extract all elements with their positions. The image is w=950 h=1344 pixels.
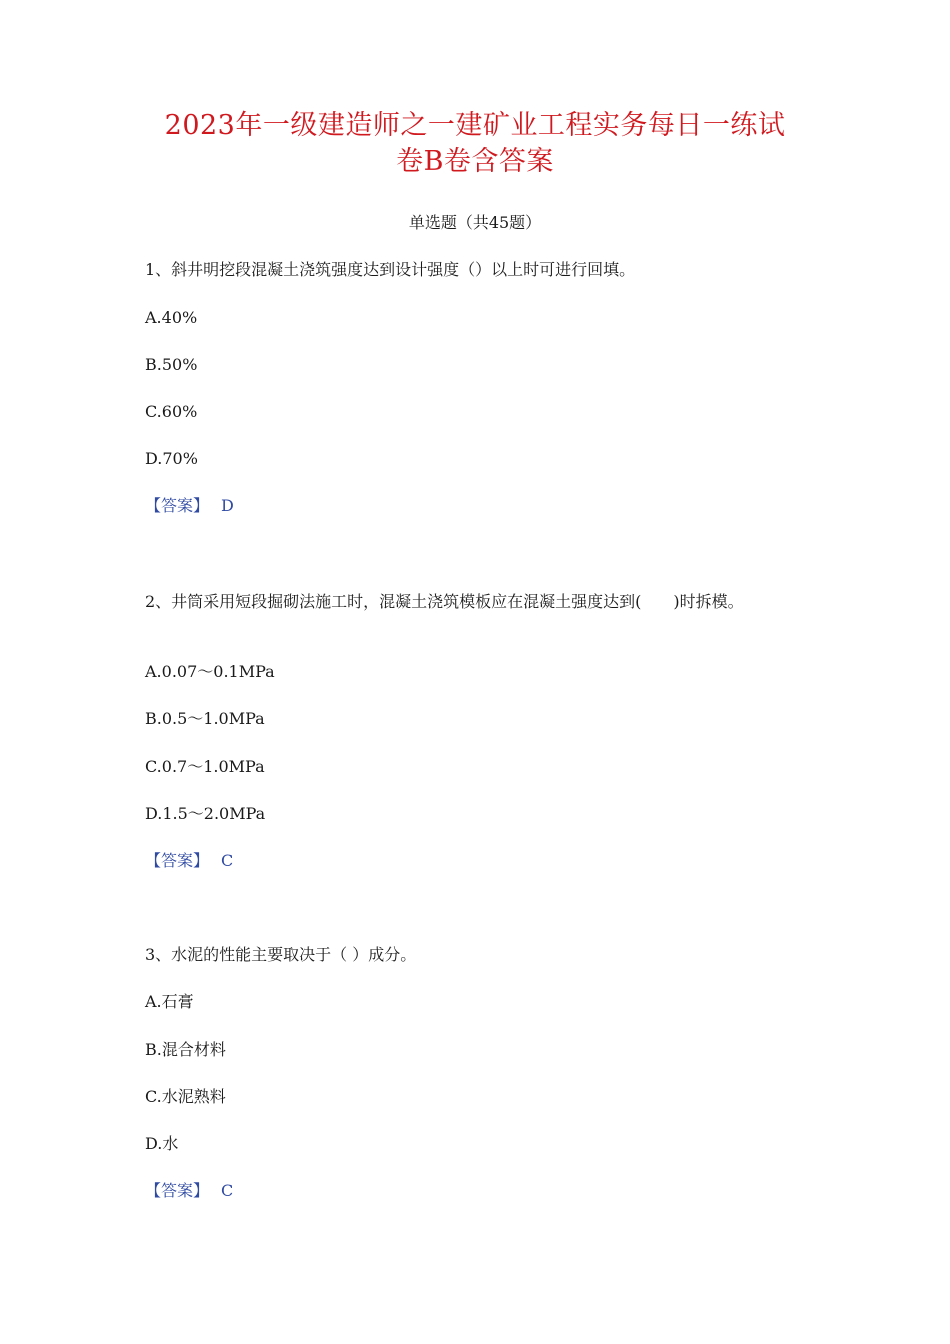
question-2-option-a: A.0.07～0.1MPa [145, 662, 275, 681]
question-1-answer [145, 494, 234, 518]
document-title-line-2: 卷B卷含答案 [396, 146, 554, 177]
question-2-option-b: B.0.5～1.0MPa [145, 709, 265, 728]
question-3-stem: 3、水泥的性能主要取决于（ ）成分。 [145, 945, 417, 964]
question-3-option-a: A.石膏 [145, 992, 194, 1011]
question-3-option-b: B.混合材料 [145, 1040, 226, 1059]
question-2-stem: 2、井筒采用短段掘砌法施工时，混凝土浇筑模板应在混凝土强度达到( )时拆模。 [145, 592, 744, 611]
question-1-stem: 1、斜井明挖段混凝土浇筑强度达到设计强度（）以上时可进行回填。 [145, 260, 636, 279]
answer-label: 【答案】 [145, 1181, 210, 1200]
question-3-option-d: D.水 [145, 1134, 179, 1153]
document-title [130, 108, 820, 180]
document-title-line-1: 2023年一级建造师之一建矿业工程实务每日一练试 [164, 110, 786, 141]
question-3-answer [145, 1179, 233, 1203]
question-3-option-c: C.水泥熟料 [145, 1087, 226, 1106]
answer-value: C [221, 1181, 234, 1200]
question-2-option-d: D.1.5～2.0MPa [145, 804, 266, 823]
question-1-option-b: B.50% [145, 355, 198, 374]
answer-value: C [221, 851, 234, 870]
section-heading: 单选题（共45题） [408, 213, 542, 232]
answer-value: D [221, 496, 234, 515]
question-2-option-c: C.0.7～1.0MPa [145, 757, 265, 776]
question-1-option-a: A.40% [145, 308, 198, 327]
question-1-option-d: D.70% [145, 449, 198, 468]
answer-label: 【答案】 [145, 496, 210, 515]
question-1-option-c: C.60% [145, 402, 198, 421]
answer-label: 【答案】 [145, 851, 210, 870]
question-2-answer [145, 849, 233, 873]
